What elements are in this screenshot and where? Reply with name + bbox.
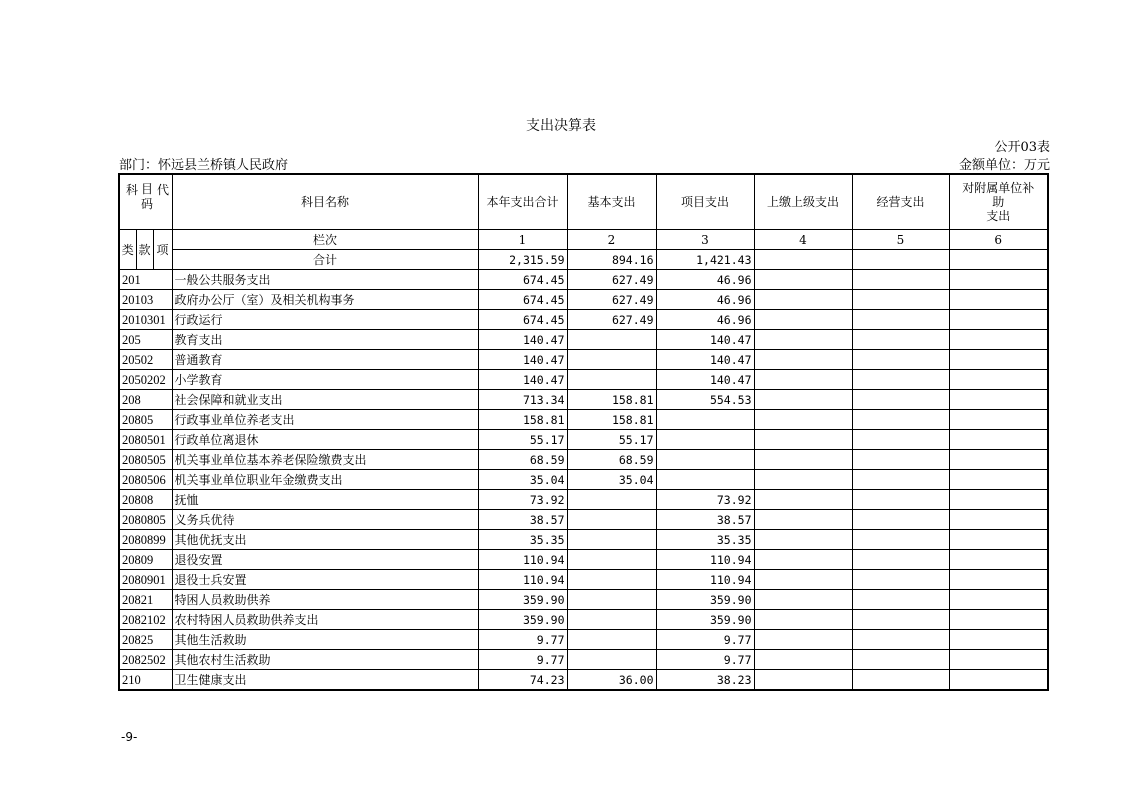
subsidiary-subsidy-expenditure — [949, 650, 1048, 670]
project-expenditure: 554.53 — [656, 390, 754, 410]
upper-level-expenditure — [754, 510, 852, 530]
subject-code: 20808 — [119, 490, 172, 510]
subsidiary-subsidy-expenditure — [949, 410, 1048, 430]
table-row — [119, 670, 1048, 691]
subject-name: 行政单位离退休 — [172, 430, 478, 450]
table-row — [119, 330, 1048, 350]
project-expenditure: 140.47 — [656, 330, 754, 350]
subsidiary-subsidy-expenditure — [949, 630, 1048, 650]
subject-code-header — [119, 174, 172, 230]
basic-expenditure — [567, 370, 656, 390]
table-row — [119, 370, 1048, 390]
total-expenditure: 73.92 — [478, 490, 567, 510]
project-expenditure — [656, 450, 754, 470]
total-col3: 1,421.43 — [656, 250, 754, 270]
subject-code: 2050202 — [119, 370, 172, 390]
subject-code: 20809 — [119, 550, 172, 570]
expenditure-table — [118, 173, 1049, 691]
total-col1: 2,315.59 — [478, 250, 567, 270]
subject-name: 机关事业单位职业年金缴费支出 — [172, 470, 478, 490]
project-expenditure: 359.90 — [656, 590, 754, 610]
total-expenditure: 713.34 — [478, 390, 567, 410]
subject-name: 卫生健康支出 — [172, 670, 478, 691]
total-expenditure: 140.47 — [478, 330, 567, 350]
table-row — [119, 430, 1048, 450]
operating-expenditure — [852, 490, 949, 510]
basic-expenditure: 158.81 — [567, 410, 656, 430]
subject-name: 政府办公厅（室）及相关机构事务 — [172, 290, 478, 310]
project-expenditure: 38.57 — [656, 510, 754, 530]
upper-level-expenditure — [754, 310, 852, 330]
department-label: 部门：怀远县兰桥镇人民政府 — [119, 158, 289, 173]
basic-expenditure — [567, 650, 656, 670]
subject-name: 退役安置 — [172, 550, 478, 570]
subject-code: 2080501 — [119, 430, 172, 450]
basic-expenditure — [567, 350, 656, 370]
table-row — [119, 610, 1048, 630]
table-row — [119, 350, 1048, 370]
upper-level-expenditure — [754, 650, 852, 670]
subject-name: 农村特困人员救助供养支出 — [172, 610, 478, 630]
basic-expenditure — [567, 590, 656, 610]
subject-code: 2080805 — [119, 510, 172, 530]
upper-level-expenditure — [754, 570, 852, 590]
upper-level-expenditure — [754, 370, 852, 390]
xiang-header: 项 — [153, 230, 172, 270]
total-expenditure: 74.23 — [478, 670, 567, 691]
table-row — [119, 310, 1048, 330]
table-row — [119, 470, 1048, 490]
total-expenditure: 110.94 — [478, 570, 567, 590]
total-expenditure: 674.45 — [478, 290, 567, 310]
subsidiary-subsidy-expenditure — [949, 350, 1048, 370]
table-row — [119, 510, 1048, 530]
col6-number: 6 — [949, 230, 1048, 250]
subject-name: 抚恤 — [172, 490, 478, 510]
lanci-label: 栏次 — [172, 230, 478, 250]
basic-expenditure: 35.04 — [567, 470, 656, 490]
subsidiary-subsidy-expenditure — [949, 510, 1048, 530]
form-number: 公开03表 — [994, 140, 1050, 155]
total-expenditure: 35.04 — [478, 470, 567, 490]
table-row — [119, 590, 1048, 610]
upper-level-expenditure — [754, 670, 852, 691]
project-expenditure: 140.47 — [656, 350, 754, 370]
subsidiary-subsidy-expenditure — [949, 670, 1048, 691]
subsidiary-subsidy-expenditure — [949, 430, 1048, 450]
subject-code: 201 — [119, 270, 172, 290]
subject-name: 机关事业单位基本养老保险缴费支出 — [172, 450, 478, 470]
subsidiary-subsidy-expenditure — [949, 270, 1048, 290]
operating-expenditure — [852, 330, 949, 350]
upper-level-expenditure — [754, 490, 852, 510]
subject-name: 其他农村生活救助 — [172, 650, 478, 670]
project-expenditure: 35.35 — [656, 530, 754, 550]
basic-expenditure: 158.81 — [567, 390, 656, 410]
table-row — [119, 630, 1048, 650]
total-expenditure: 359.90 — [478, 590, 567, 610]
table-row — [119, 410, 1048, 430]
subsidiary-subsidy-expenditure — [949, 310, 1048, 330]
total-expenditure: 359.90 — [478, 610, 567, 630]
col4-number: 4 — [754, 230, 852, 250]
code-char-1: 科 — [126, 183, 139, 197]
project-expenditure: 110.94 — [656, 550, 754, 570]
project-expenditure: 9.77 — [656, 630, 754, 650]
operating-expenditure — [852, 650, 949, 670]
subject-code: 20821 — [119, 590, 172, 610]
subject-name: 特困人员救助供养 — [172, 590, 478, 610]
code-char-2: 目 — [141, 182, 154, 196]
operating-expenditure — [852, 510, 949, 530]
operating-expenditure — [852, 390, 949, 410]
subsidiary-subsidy-expenditure — [949, 390, 1048, 410]
project-expenditure — [656, 430, 754, 450]
page-number: -9- — [121, 730, 138, 744]
code-char-3: 代 — [157, 183, 170, 197]
upper-level-expenditure — [754, 550, 852, 570]
project-expenditure — [656, 410, 754, 430]
total-expenditure: 140.47 — [478, 370, 567, 390]
upper-level-expenditure — [754, 530, 852, 550]
operating-expenditure — [852, 590, 949, 610]
subject-name: 行政事业单位养老支出 — [172, 410, 478, 430]
operating-expenditure — [852, 550, 949, 570]
page-title: 支出决算表 — [526, 118, 596, 134]
subject-name: 其他优抚支出 — [172, 530, 478, 550]
total-col5 — [852, 250, 949, 270]
project-expenditure: 140.47 — [656, 370, 754, 390]
subject-name: 义务兵优待 — [172, 510, 478, 530]
total-col2: 894.16 — [567, 250, 656, 270]
col1-header: 本年支出合计 — [478, 174, 567, 230]
subject-code: 2082102 — [119, 610, 172, 630]
subsidiary-subsidy-expenditure — [949, 530, 1048, 550]
total-expenditure: 35.35 — [478, 530, 567, 550]
operating-expenditure — [852, 470, 949, 490]
table-row — [119, 290, 1048, 310]
table-row — [119, 270, 1048, 290]
operating-expenditure — [852, 410, 949, 430]
unit-label: 金额单位：万元 — [958, 158, 1050, 173]
subject-name: 退役士兵安置 — [172, 570, 478, 590]
basic-expenditure — [567, 570, 656, 590]
subsidiary-subsidy-expenditure — [949, 330, 1048, 350]
kuan-header: 款 — [136, 230, 153, 270]
code-char-4: 码 — [141, 197, 154, 211]
project-expenditure — [656, 470, 754, 490]
basic-expenditure — [567, 550, 656, 570]
table-row — [119, 650, 1048, 670]
subsidiary-subsidy-expenditure — [949, 290, 1048, 310]
table-row — [119, 570, 1048, 590]
upper-level-expenditure — [754, 430, 852, 450]
header-row-lanci — [119, 230, 1048, 250]
total-expenditure: 55.17 — [478, 430, 567, 450]
table-row — [119, 490, 1048, 510]
total-col4 — [754, 250, 852, 270]
header-row-main — [119, 174, 1048, 230]
operating-expenditure — [852, 370, 949, 390]
basic-expenditure: 627.49 — [567, 270, 656, 290]
subsidiary-subsidy-expenditure — [949, 610, 1048, 630]
subject-name: 行政运行 — [172, 310, 478, 330]
subject-name: 一般公共服务支出 — [172, 270, 478, 290]
col5-number: 5 — [852, 230, 949, 250]
operating-expenditure — [852, 610, 949, 630]
subsidiary-subsidy-expenditure — [949, 550, 1048, 570]
subject-code: 2080901 — [119, 570, 172, 590]
basic-expenditure: 627.49 — [567, 290, 656, 310]
basic-expenditure — [567, 630, 656, 650]
operating-expenditure — [852, 450, 949, 470]
basic-expenditure: 627.49 — [567, 310, 656, 330]
subject-name: 其他生活救助 — [172, 630, 478, 650]
col6-header: 对附属单位补 助 支出 — [949, 174, 1048, 230]
basic-expenditure: 68.59 — [567, 450, 656, 470]
total-expenditure: 38.57 — [478, 510, 567, 530]
operating-expenditure — [852, 350, 949, 370]
operating-expenditure — [852, 310, 949, 330]
project-expenditure: 110.94 — [656, 570, 754, 590]
subject-code: 205 — [119, 330, 172, 350]
total-col6 — [949, 250, 1048, 270]
subsidiary-subsidy-expenditure — [949, 450, 1048, 470]
basic-expenditure — [567, 530, 656, 550]
upper-level-expenditure — [754, 470, 852, 490]
basic-expenditure — [567, 490, 656, 510]
operating-expenditure — [852, 570, 949, 590]
upper-level-expenditure — [754, 290, 852, 310]
lei-header: 类 — [119, 230, 136, 270]
col1-number: 1 — [478, 230, 567, 250]
table-row — [119, 390, 1048, 410]
operating-expenditure — [852, 670, 949, 691]
col3-header: 项目支出 — [656, 174, 754, 230]
project-expenditure: 46.96 — [656, 310, 754, 330]
upper-level-expenditure — [754, 610, 852, 630]
operating-expenditure — [852, 290, 949, 310]
project-expenditure: 46.96 — [656, 270, 754, 290]
total-expenditure: 674.45 — [478, 270, 567, 290]
total-expenditure: 674.45 — [478, 310, 567, 330]
operating-expenditure — [852, 530, 949, 550]
subject-code: 2010301 — [119, 310, 172, 330]
basic-expenditure: 36.00 — [567, 670, 656, 691]
project-expenditure: 38.23 — [656, 670, 754, 691]
operating-expenditure — [852, 430, 949, 450]
upper-level-expenditure — [754, 410, 852, 430]
total-expenditure: 9.77 — [478, 650, 567, 670]
col3-number: 3 — [656, 230, 754, 250]
subject-code: 2082502 — [119, 650, 172, 670]
col2-header: 基本支出 — [567, 174, 656, 230]
table-row — [119, 550, 1048, 570]
project-expenditure: 73.92 — [656, 490, 754, 510]
subject-code: 2080506 — [119, 470, 172, 490]
total-row — [119, 250, 1048, 270]
basic-expenditure — [567, 510, 656, 530]
subject-code: 20103 — [119, 290, 172, 310]
subject-name: 社会保障和就业支出 — [172, 390, 478, 410]
upper-level-expenditure — [754, 590, 852, 610]
subject-name: 教育支出 — [172, 330, 478, 350]
total-expenditure: 110.94 — [478, 550, 567, 570]
subject-code: 210 — [119, 670, 172, 691]
subject-code: 2080899 — [119, 530, 172, 550]
subject-code: 20502 — [119, 350, 172, 370]
basic-expenditure — [567, 330, 656, 350]
subject-name: 小学教育 — [172, 370, 478, 390]
subject-code: 20805 — [119, 410, 172, 430]
subsidiary-subsidy-expenditure — [949, 370, 1048, 390]
project-expenditure: 9.77 — [656, 650, 754, 670]
basic-expenditure — [567, 610, 656, 630]
total-expenditure: 9.77 — [478, 630, 567, 650]
basic-expenditure: 55.17 — [567, 430, 656, 450]
upper-level-expenditure — [754, 390, 852, 410]
upper-level-expenditure — [754, 350, 852, 370]
subject-name: 普通教育 — [172, 350, 478, 370]
upper-level-expenditure — [754, 330, 852, 350]
upper-level-expenditure — [754, 450, 852, 470]
total-label: 合计 — [172, 250, 478, 270]
col5-header: 经营支出 — [852, 174, 949, 230]
operating-expenditure — [852, 270, 949, 290]
subject-code: 208 — [119, 390, 172, 410]
upper-level-expenditure — [754, 630, 852, 650]
total-expenditure: 158.81 — [478, 410, 567, 430]
total-expenditure: 68.59 — [478, 450, 567, 470]
subsidiary-subsidy-expenditure — [949, 490, 1048, 510]
operating-expenditure — [852, 630, 949, 650]
table-row — [119, 530, 1048, 550]
table-row — [119, 450, 1048, 470]
subsidiary-subsidy-expenditure — [949, 590, 1048, 610]
subject-code: 2080505 — [119, 450, 172, 470]
total-expenditure: 140.47 — [478, 350, 567, 370]
col2-number: 2 — [567, 230, 656, 250]
project-expenditure: 46.96 — [656, 290, 754, 310]
subsidiary-subsidy-expenditure — [949, 570, 1048, 590]
col4-header: 上缴上级支出 — [754, 174, 852, 230]
subject-code: 20825 — [119, 630, 172, 650]
subsidiary-subsidy-expenditure — [949, 470, 1048, 490]
upper-level-expenditure — [754, 270, 852, 290]
subject-name-header: 科目名称 — [172, 174, 478, 230]
project-expenditure: 359.90 — [656, 610, 754, 630]
